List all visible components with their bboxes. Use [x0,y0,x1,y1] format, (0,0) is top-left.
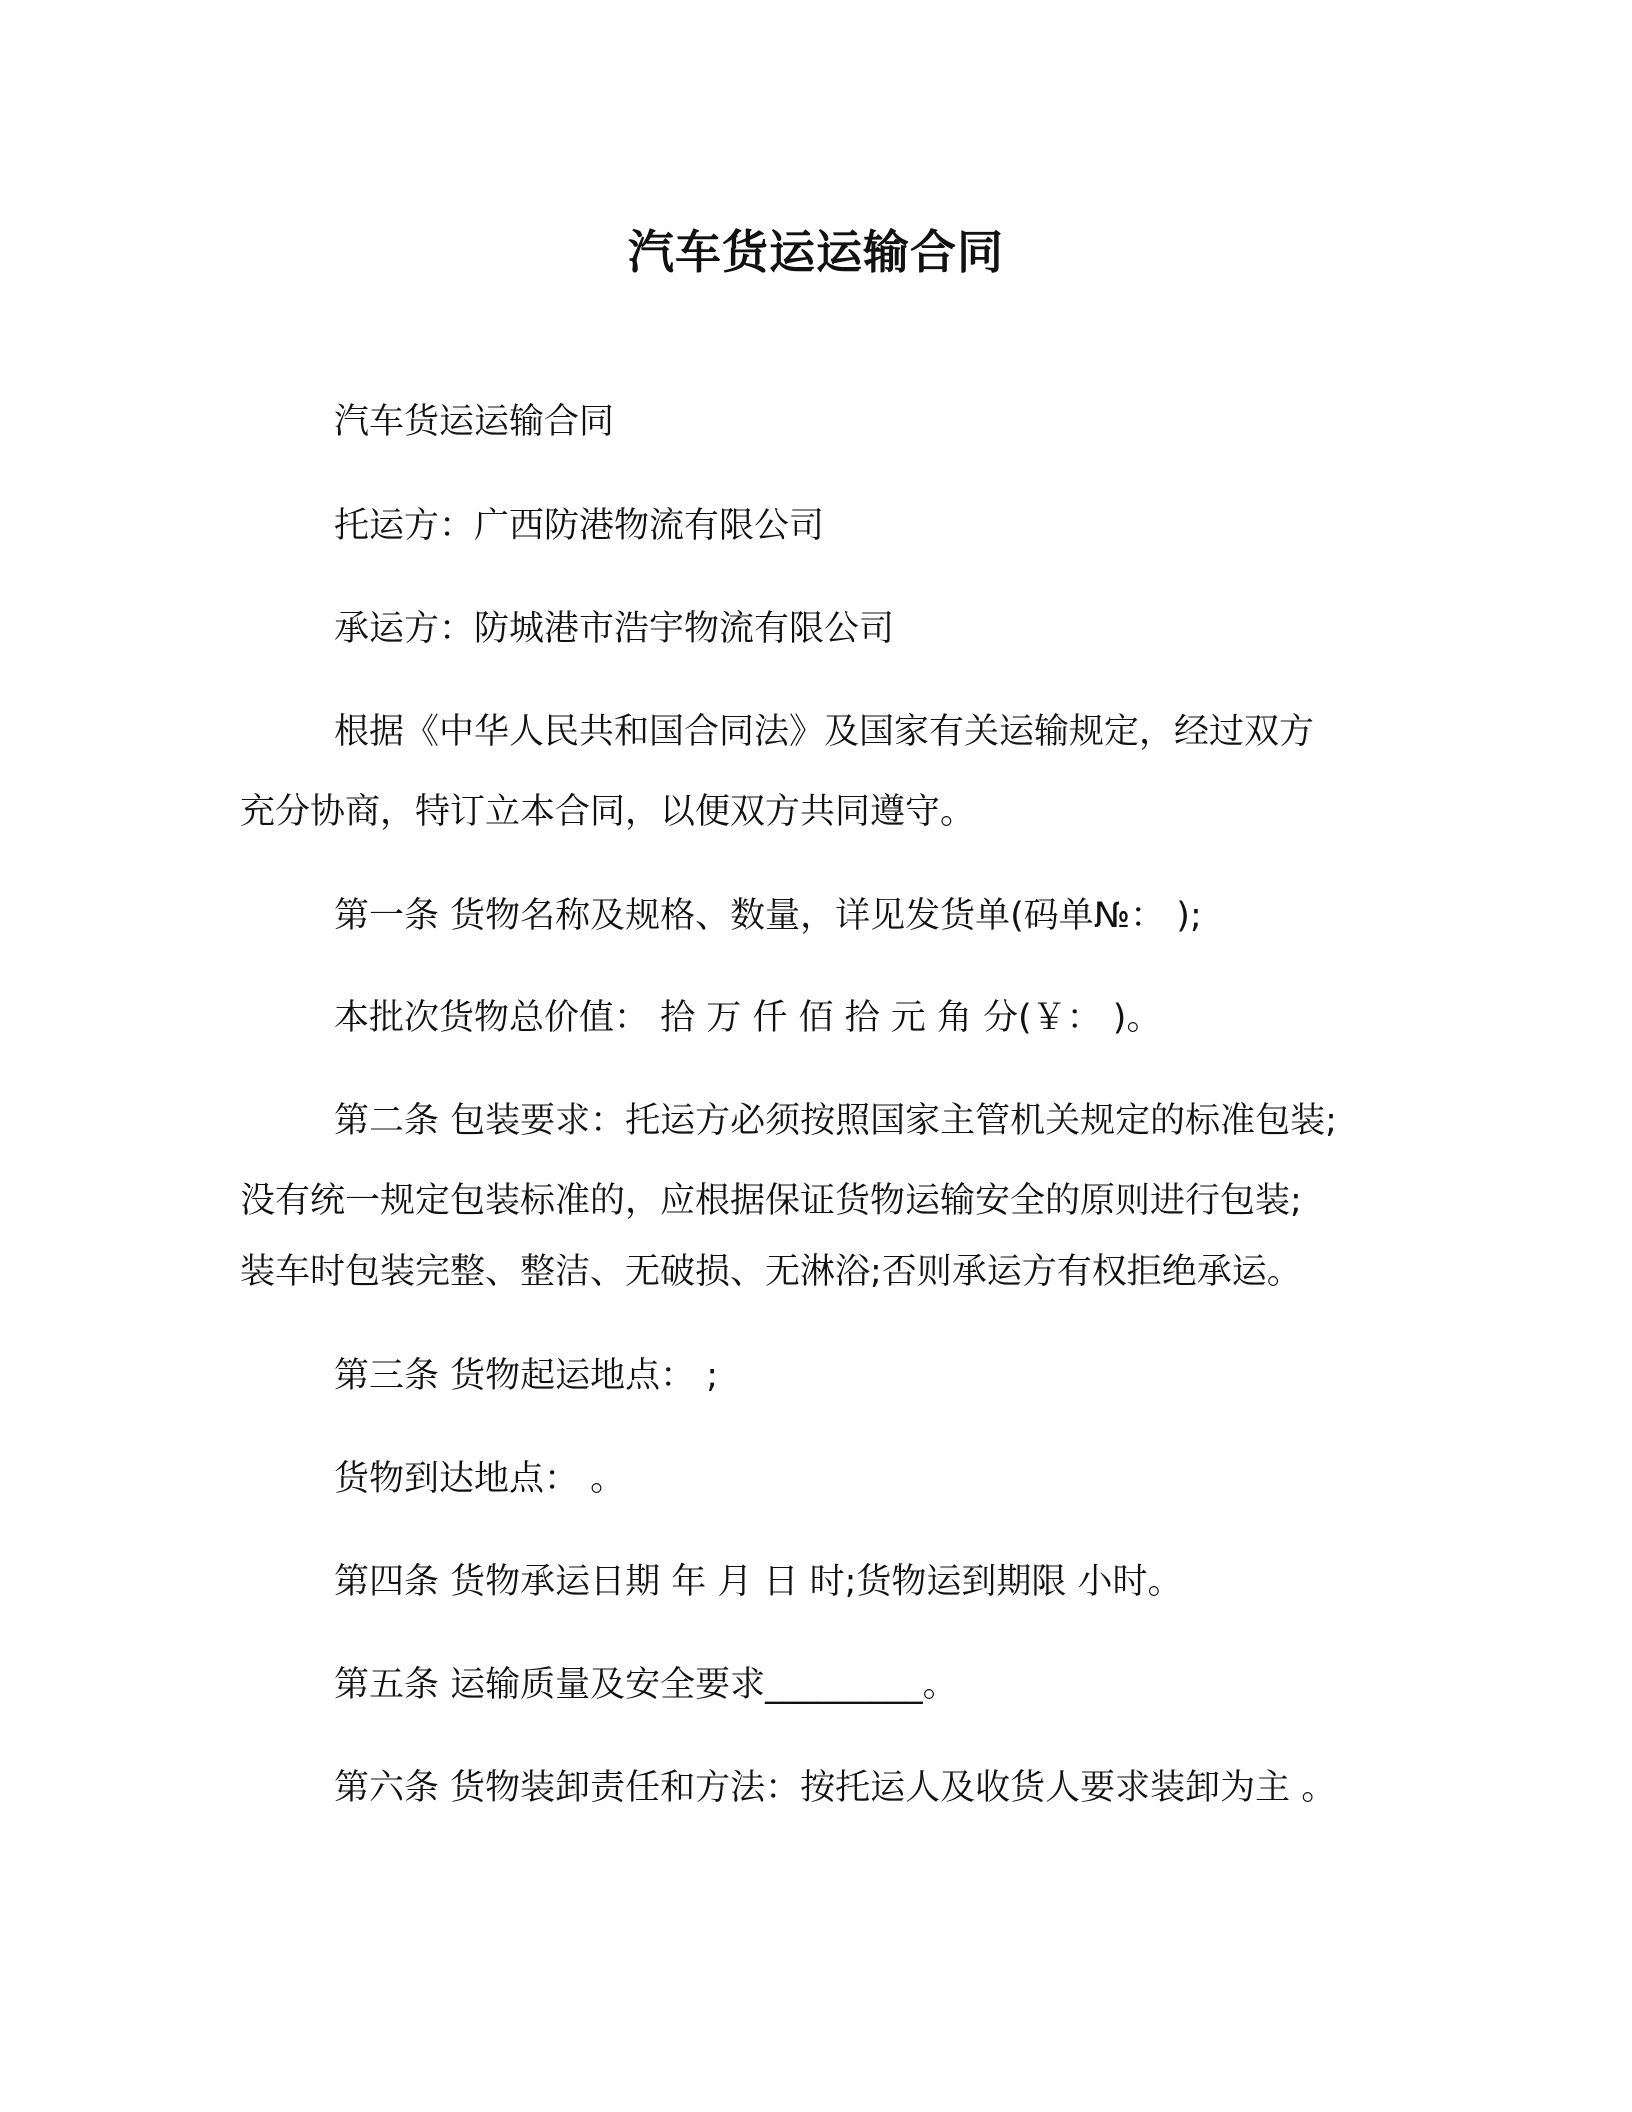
carrier-line: 承运方：防城港市浩宇物流有限公司 [334,609,895,649]
preamble-line-1: 根据《中华人民共和国合同法》及国家有关运输规定，经过双方 [334,712,1315,752]
destination-line: 货物到达地点： 。 [334,1459,626,1499]
article-4: 第四条 货物承运日期 年 月 日 时;货物运到期限 小时。 [334,1562,1183,1602]
article-1: 第一条 货物名称及规格、数量，详见发货单(码单№： ); [334,896,1202,936]
article-2-line-2: 没有统一规定包装标准的，应根据保证货物运输安全的原则进行包装; [240,1181,1302,1221]
shipper-line: 托运方：广西防港物流有限公司 [334,506,825,546]
article-5: 第五条 运输质量及安全要求_________。 [334,1665,958,1705]
document-title: 汽车货运运输合同 [628,225,1004,279]
preamble-line-2: 充分协商，特订立本合同，以便双方共同遵守。 [240,792,976,832]
article-2-line-3: 装车时包装完整、整洁、无破损、无淋浴;否则承运方有权拒绝承运。 [240,1252,1302,1292]
article-3: 第三条 货物起运地点： ; [334,1356,719,1396]
article-6: 第六条 货物装卸责任和方法：按托运人及收货人要求装卸为主 。 [334,1768,1337,1808]
total-value-line: 本批次货物总价值： 拾 万 仟 佰 拾 元 角 分(￥： )。 [334,998,1162,1038]
contract-subtitle: 汽车货运运输合同 [334,402,615,442]
article-2-line-1: 第二条 包装要求：托运方必须按照国家主管机关规定的标准包装; [334,1101,1337,1141]
